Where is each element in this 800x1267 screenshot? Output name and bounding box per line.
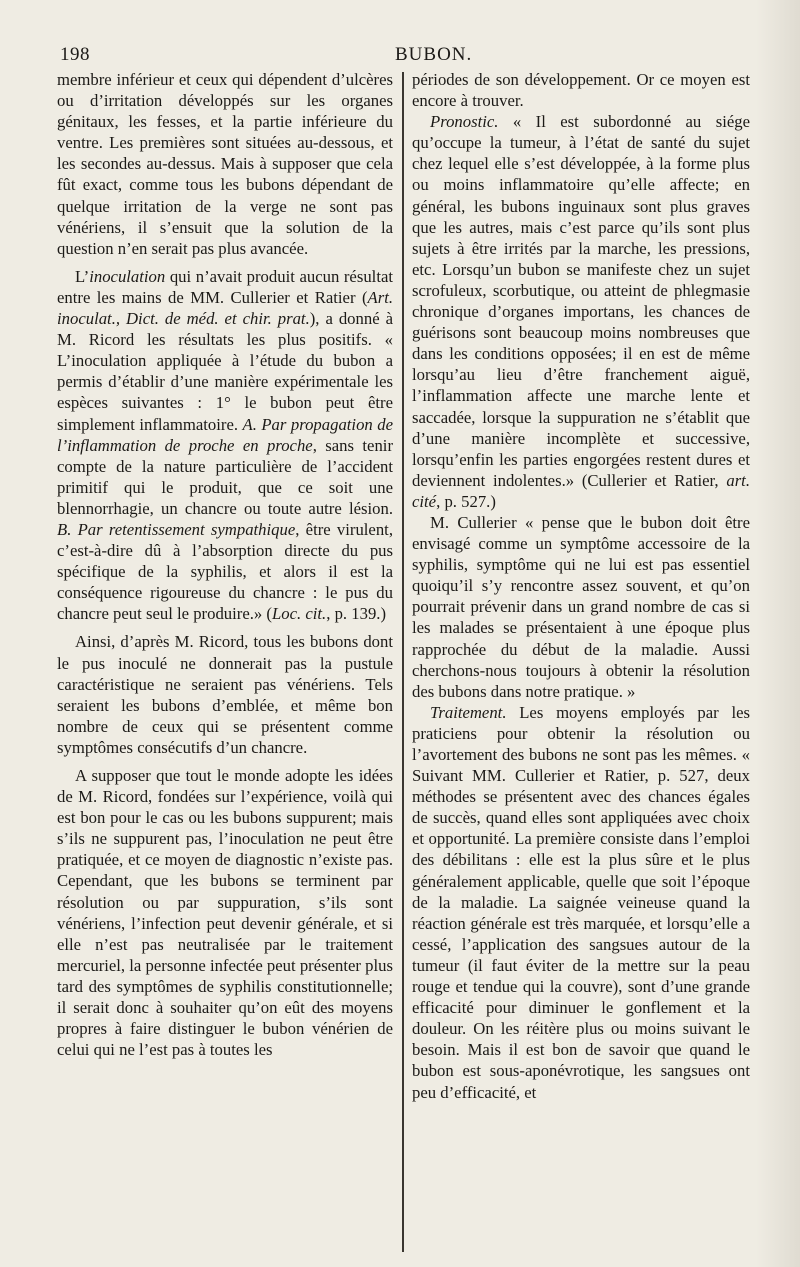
page-header <box>60 40 750 70</box>
page-number: 198 <box>60 44 90 65</box>
right-paragraph-2: Pronostic. « Il est subordonné au siége qu’occupe la tumeur, à l’état de santé du sujet chez lequel elle s’est développée, à la forme plus ou moins inflammatoire qu’elle affecte; en général, les bubons inguinaux sont plus graves que les autres, mais c’est parce qu’ils sont plus sujets à être irrités par la marche, les pressions, etc. Lorsqu’un bubon se manifeste chez un sujet scrofuleux, scorbutique, ou atteint de phlegmasie chronique d’organes importans, les chances de guérisons sont beaucoup moins nombreuses que dans les conditions opposées; il en est de même lorsqu’au lieu d’être franchement aiguë, l’inflammation affecte une marche lente et saccadée, lorsque la suppuration ne s’établit que d’une manière incomplète et successive, lorsqu’enfin les parties engorgées restent dures et deviennent indolentes.» (Cullerier et Ratier, art. cité, p. 527.) <box>412 112 750 511</box>
right-paragraph-4: Traitement. Les moyens employés par les praticiens pour obtenir la résolution ou l’avortement des bubons ne sont pas les mêmes. « Suivant MM. Cullerier et Ratier, p. 527, deux méthodes se présentent avec des chances égales de succès, quand elles sont appliquées avec choix et opportunité. La première consiste dans l’emploi des débilitans : elle est la plus sûre et le plus généralement applicable, quelle que soit l’époque de la maladie. La saignée veineuse quand la réaction générale est très marquée, et lorsqu’elle a cessé, l’application des sangsues autour de la tumeur (il faut éviter de la mettre sur la peau rouge et tendue qui la couvre), sont d’une grande efficacité pour diminuer le gonflement et la douleur. On les réitère plus ou moins suivant le besoin. Mais il est bon de savoir que quand le bubon est sous-aponévrotique, les sangsues ont peu d’efficacité, et <box>412 702 750 1102</box>
right-paragraph-1: périodes de son développement. Or ce moyen est encore à trouver. <box>412 70 750 111</box>
column-divider <box>402 72 404 1252</box>
left-paragraph-4: A supposer que tout le monde adopte les idées de M. Ricord, fondées sur l’expérience, voilà qui est bon pour le cas ou les bubons suppurent; mais s’ils ne suppurent pas, l’inoculation ne peut être pratiquée, et ce moyen de diagnostic n’existe pas. Cependant, que les bubons se terminent par résolution ou par suppuration, s’ils sont vénériens, l’infection peut devenir générale, et si elle n’est pas neutralisée par le traitement mercuriel, la personne infectée peut présenter plus tard des symptômes de syphilis constitutionnelle; il serait donc à souhaiter qu’on eût des moyens propres à faire distinguer le bubon vénérien de celui qui ne l’est pas à toutes les <box>57 766 393 1060</box>
left-paragraph-3: Ainsi, d’après M. Ricord, tous les bubons dont le pus inoculé ne donnerait pas la pustule caractéristique ne seraient pas vénériens. Tels seraient les bubons d’emblée, et même bon nombre de ceux qui se présentent comme symptômes consécutifs d’un chancre. <box>57 632 393 757</box>
right-column <box>412 69 750 1254</box>
left-column <box>57 69 393 1254</box>
running-title: BUBON. <box>395 44 473 65</box>
left-paragraph-2: L’inoculation qui n’avait produit aucun résultat entre les mains de MM. Cullerier et Ratier (Art. inoculat., Dict. de méd. et chir. prat.), a donné à M. Ricord les résultats les plus positifs. « L’inoculation appliquée à l’étude du bubon a permis d’établir d’une manière expérimentale les espèces suivantes : 1° le bubon peut être simplement inflammatoire. A. Par propagation de l’inflammation de proche en proche, sans tenir compte de la nature particulière de l’accident primitif qui le produit, que ce soit une blennorrhagie, un chancre ou toute autre lésion. B. Par retentissement sympathique, être virulent, c’est-à-dire dû à l’absorption directe du pus spécifique de la syphilis, et alors il est la conséquence rigoureuse du chancre : le pus du chancre peut seul le produire.» (Loc. cit., p. 139.) <box>57 266 393 624</box>
page-edge-shadow <box>756 0 800 1267</box>
left-paragraph-1: membre inférieur et ceux qui dépendent d’ulcères ou d’irritation développés sur les organes génitaux, les fesses, et la partie inférieure du ventre. Les premières sont situées au-dessous, et les secondes au-dessus. Mais à supposer que cela fût exact, comme tous les bubons dépendant de quelque irritation de la verge ne sont pas vénériens, il s’ensuit que la solution de la question n’en serait pas plus avancée. <box>57 70 393 258</box>
right-paragraph-3: M. Cullerier « pense que le bubon doit être envisagé comme un symptôme accessoire de la syphilis, symptôme qui ne lui est pas essentiel quoiqu’il s’y rencontre assez souvent, et qu’on pourrait prévenir dans un grand nombre de cas si les malades se présentaient à une époque plus rapprochée du début de la maladie. Aussi cherchons-nous toujours à obtenir la résolution des bubons dans notre pratique. » <box>412 512 750 701</box>
